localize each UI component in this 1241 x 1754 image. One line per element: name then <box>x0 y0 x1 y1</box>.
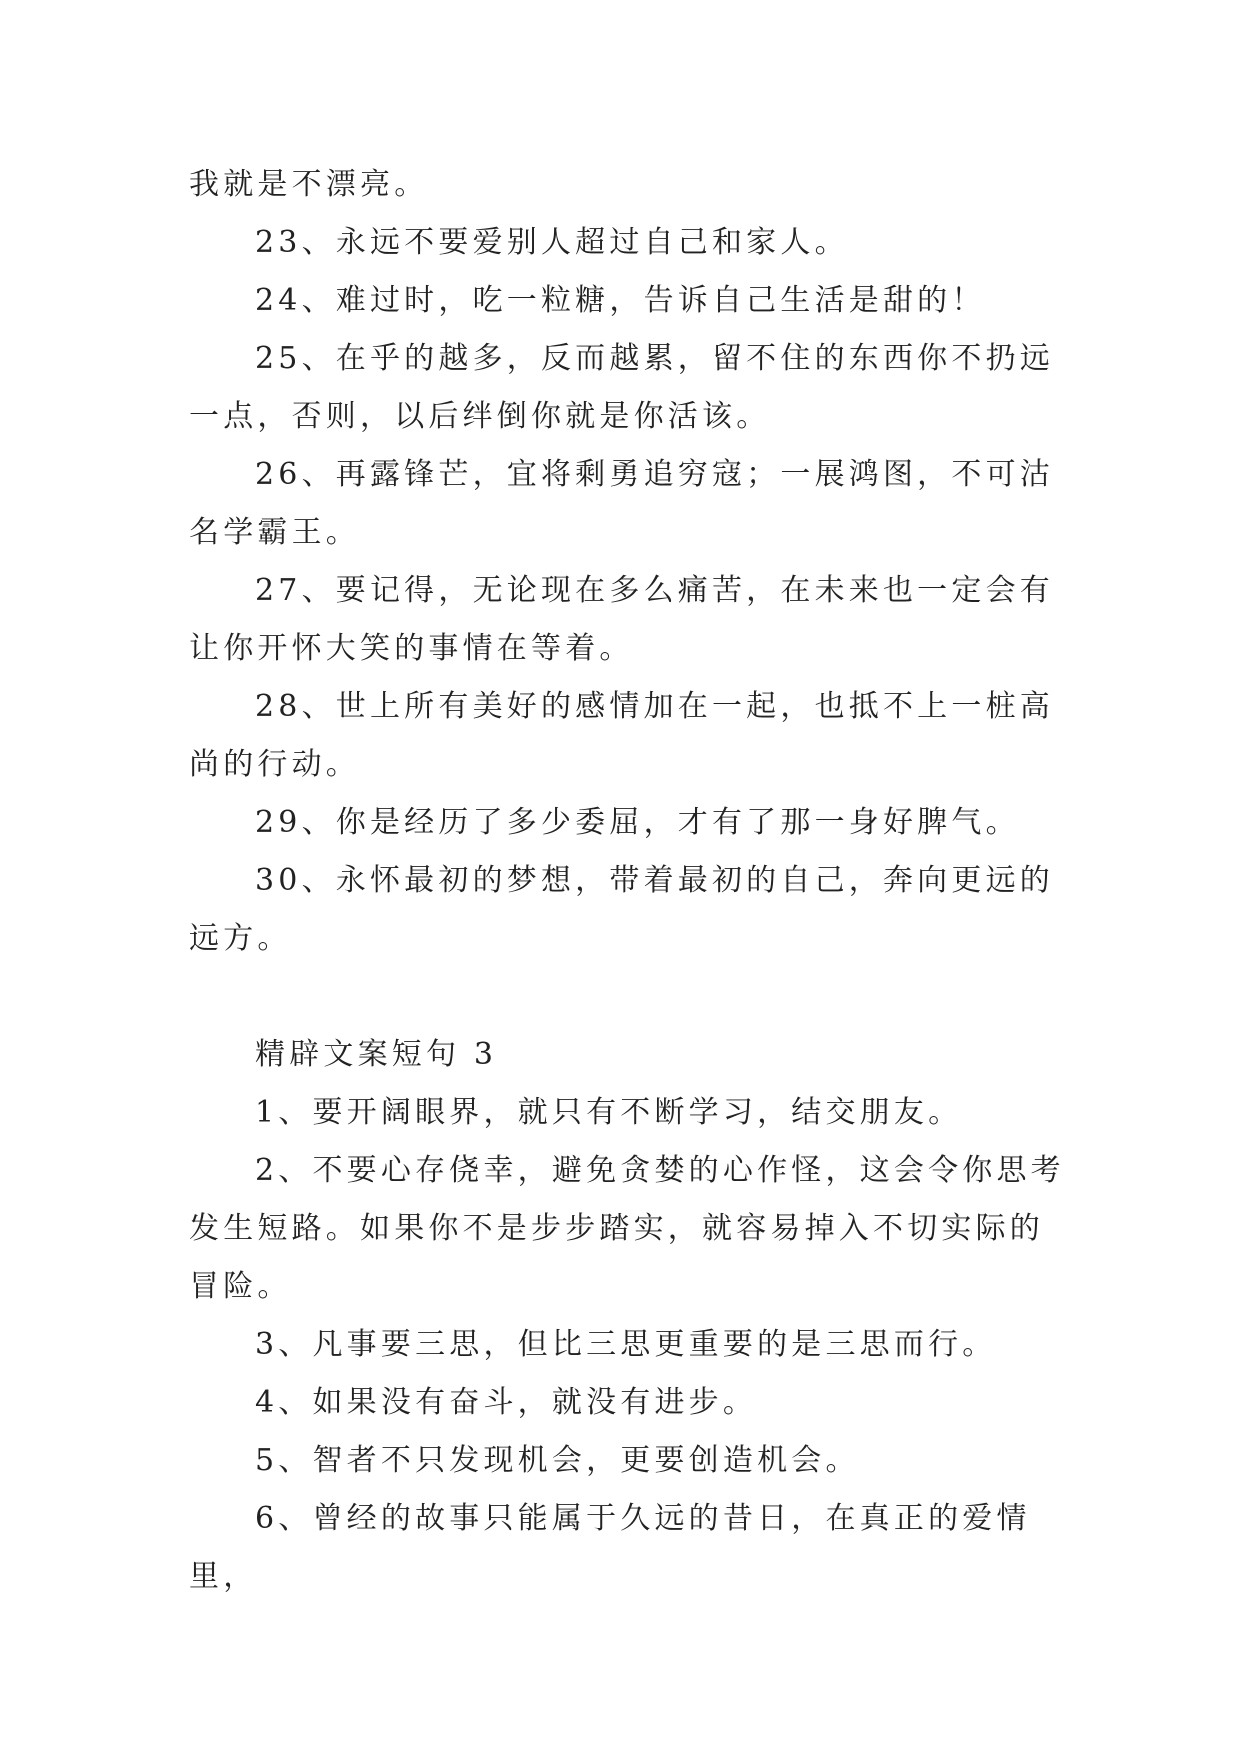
section-spacer <box>189 968 1069 1026</box>
paragraph-item-26: 26、再露锋芒，宜将剩勇追穷寇；一展鸿图，不可沽名学霸王。 <box>189 457 1054 550</box>
paragraph-item-29: 29、你是经历了多少委屈，才有了那一身好脾气。 <box>255 805 1020 840</box>
document-body <box>189 156 1069 1606</box>
paragraph-item-6: 6、曾经的故事只能属于久远的昔日，在真正的爱情里， <box>189 1501 1031 1594</box>
paragraph-item-25: 25、在乎的越多，反而越累，留不住的东西你不扔远一点，否则，以后绊倒你就是你活该。 <box>189 341 1054 434</box>
paragraph-item-30: 30、永怀最初的梦想，带着最初的自己，奔向更远的远方。 <box>189 863 1054 956</box>
section-title: 精辟文案短句 3 <box>255 1037 498 1072</box>
paragraph-item-1: 1、要开阔眼界，就只有不断学习，结交朋友。 <box>255 1095 963 1130</box>
paragraph-item-4: 4、如果没有奋斗，就没有进步。 <box>255 1385 758 1420</box>
paragraph-item-23: 23、永远不要爱别人超过自己和家人。 <box>255 225 849 260</box>
paragraph-continuation: 我就是不漂亮。 <box>189 167 429 202</box>
paragraph-item-2: 2、不要心存侥幸，避免贪婪的心作怪，这会令你思考发生短路。如果你不是步步踏实，就容易掉入不切实际的冒险。 <box>189 1153 1065 1304</box>
paragraph-item-27: 27、要记得，无论现在多么痛苦，在未来也一定会有让你开怀大笑的事情在等着。 <box>189 573 1054 666</box>
paragraph-item-5: 5、智者不只发现机会，更要创造机会。 <box>255 1443 860 1478</box>
paragraph-item-24: 24、难过时，吃一粒糖，告诉自己生活是甜的！ <box>255 283 986 318</box>
paragraph-item-28: 28、世上所有美好的感情加在一起，也抵不上一桩高尚的行动。 <box>189 689 1054 782</box>
paragraph-item-3: 3、凡事要三思，但比三思更重要的是三思而行。 <box>255 1327 997 1362</box>
